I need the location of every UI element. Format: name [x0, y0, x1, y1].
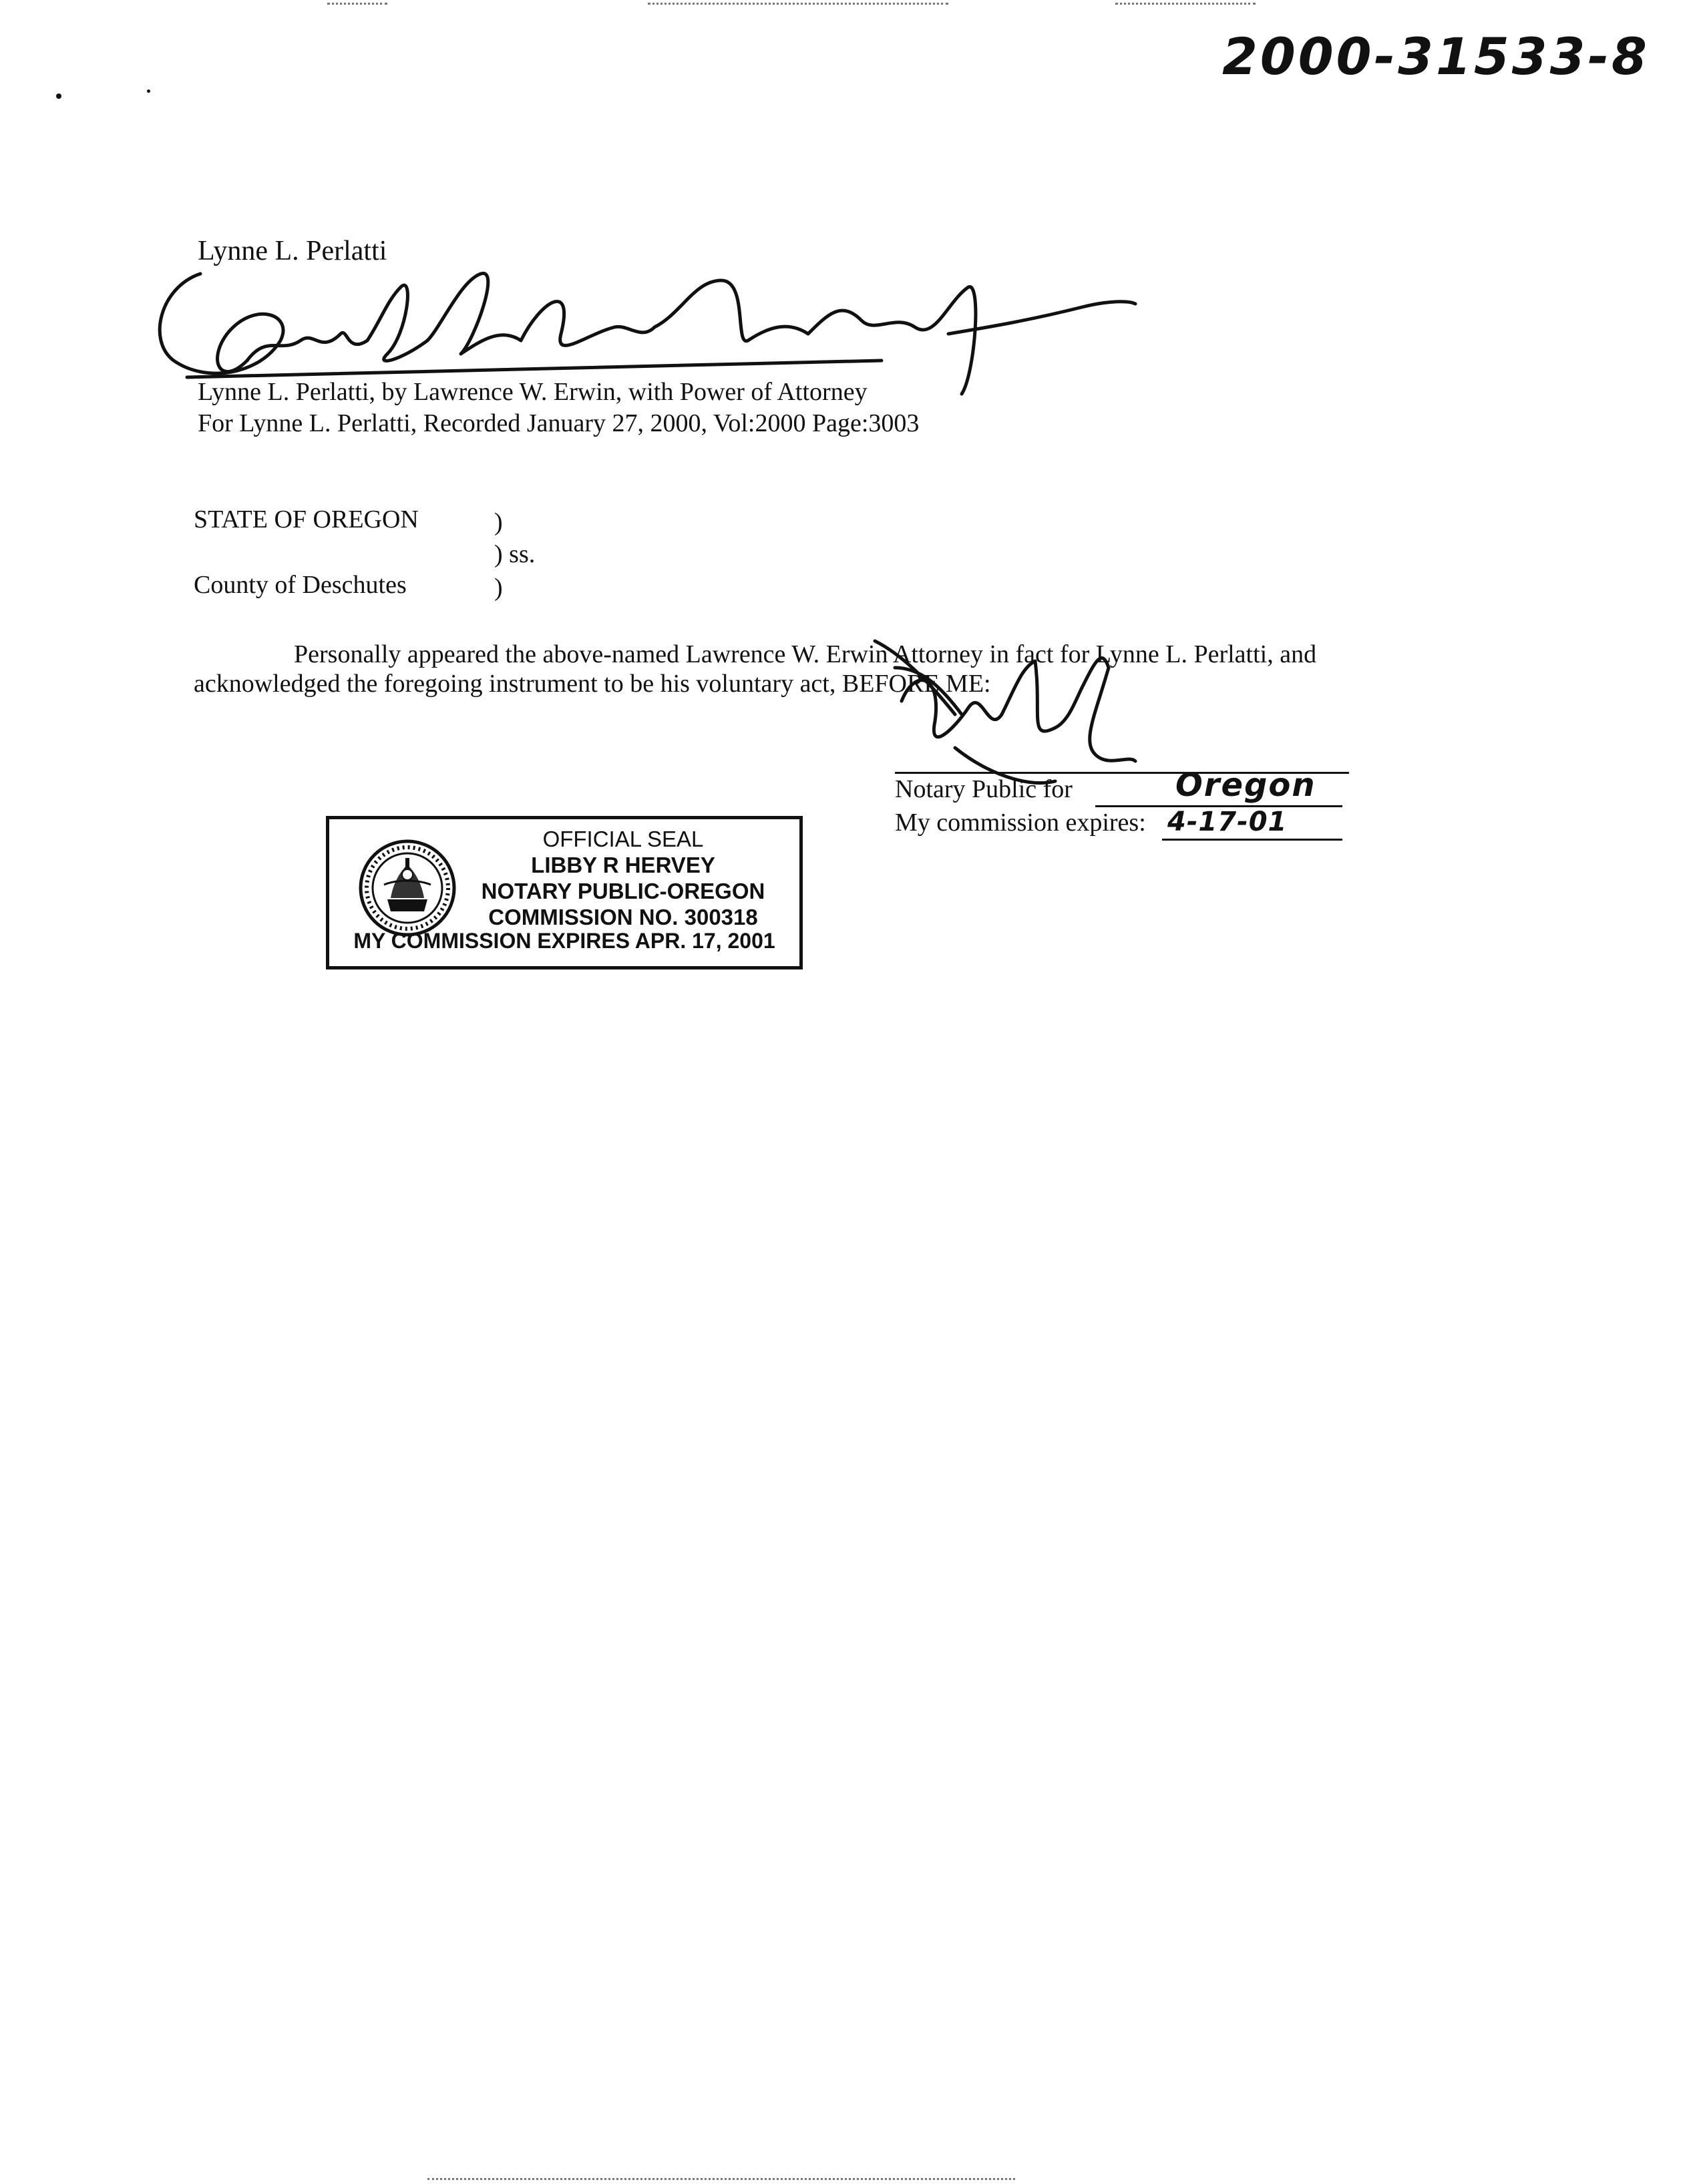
scan-artifact-top-1	[327, 3, 387, 5]
venue-state: STATE OF OREGON	[194, 505, 419, 533]
acknowledgment-line-2: acknowledged the foregoing instrument to be his voluntary act, BEFORE ME:	[194, 670, 991, 698]
document-number: 2000-31533-8	[1222, 27, 1650, 86]
acknowledgment-paragraph	[194, 640, 1436, 698]
scan-speck-1	[56, 93, 61, 99]
scan-artifact-top-3	[1115, 3, 1256, 5]
seal-title: OFFICIAL SEAL	[542, 827, 704, 851]
notary-public-for-label: Notary Public for	[895, 775, 1073, 803]
signer-name-heading: Lynne L. Perlatti	[198, 236, 387, 266]
seal-office: NOTARY PUBLIC-OREGON	[481, 879, 765, 903]
seal-notary-name: LIBBY R HERVEY	[531, 853, 715, 877]
notary-commission-label: My commission expires:	[895, 809, 1146, 837]
official-seal-stamp	[326, 816, 803, 969]
scan-artifact-top-2	[648, 3, 948, 5]
seal-text-block	[456, 826, 790, 930]
venue-paren-1: )	[494, 508, 503, 536]
notary-public-for-value: Oregon	[1175, 767, 1316, 804]
acknowledgment-line-1: Personally appeared the above-named Lawrence W. Erwin Attorney in fact for Lynne L. Perlatti, and	[294, 640, 1317, 668]
venue-paren-2: )	[494, 574, 503, 602]
scan-artifact-bottom	[427, 2178, 1015, 2180]
scan-speck-2	[147, 89, 150, 93]
notary-commission-value: 4-17-01	[1167, 807, 1288, 837]
state-seal-emblem	[357, 838, 457, 938]
signature-caption-line-1: Lynne L. Perlatti, by Lawrence W. Erwin, with Power of Attorney	[198, 378, 868, 406]
venue-ss: ) ss.	[494, 540, 536, 568]
venue-county: County of Deschutes	[194, 571, 407, 599]
seal-commission-no: COMMISSION NO. 300318	[488, 905, 758, 929]
notary-commission-line	[1162, 839, 1342, 841]
signature-caption-line-2: For Lynne L. Perlatti, Recorded January 27, 2000, Vol:2000 Page:3003	[198, 409, 920, 437]
seal-expires: MY COMMISSION EXPIRES APR. 17, 2001	[353, 929, 775, 953]
